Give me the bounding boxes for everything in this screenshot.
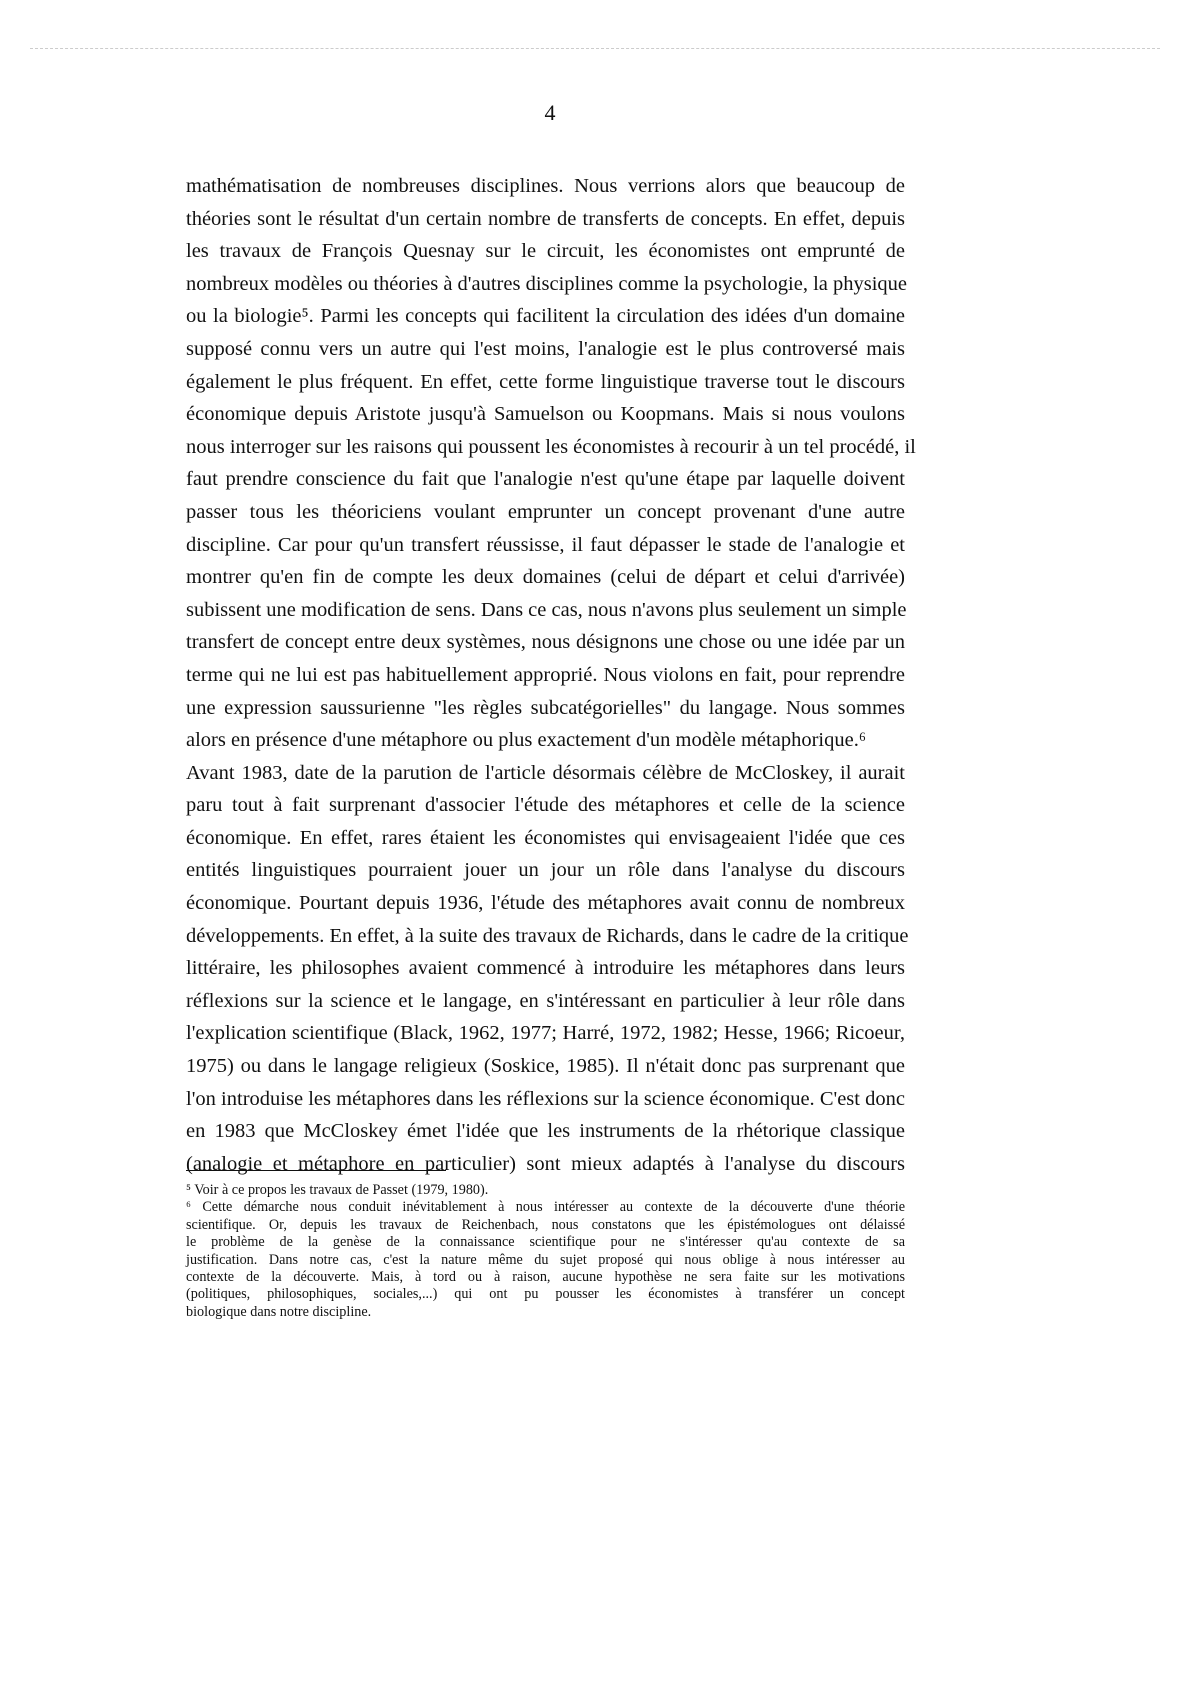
footnote-separator — [186, 1170, 446, 1171]
text-line: économique. En effet, rares étaient les économistes qui envisageaient l'idée que ces — [186, 826, 905, 849]
footnote-line: scientifique. Or, depuis les travaux de Reichenbach, nous constatons que les épistémologues ont délaissé — [186, 1216, 905, 1233]
text-line: Avant 1983, date de la parution de l'article désormais célèbre de McCloskey, il aurait — [186, 761, 905, 784]
text-line: les travaux de François Quesnay sur le circuit, les économistes ont emprunté de — [186, 240, 905, 263]
page-number: 4 — [544, 100, 556, 125]
text-line: terme qui ne lui est pas habituellement approprié. Nous violons en fait, pour reprendre — [186, 663, 905, 686]
text-line: mathématisation de nombreuses disciplines. Nous verrions alors que beaucoup de — [186, 175, 905, 197]
text-line: entités linguistiques pourraient jouer un jour un rôle dans l'analyse du discours — [186, 859, 905, 882]
text-line: paru tout à fait surprenant d'associer l'étude des métaphores et celle de la science — [186, 794, 905, 817]
text-line: nombreux modèles ou théories à d'autres disciplines comme la psychologie, la physique — [186, 272, 908, 295]
text-line: littéraire, les philosophes avaient commencé à introduire les métaphores dans leurs — [186, 957, 905, 980]
scan-edge-line — [30, 48, 1160, 49]
text-line: subissent une modification de sens. Dans ce cas, nous n'avons plus seulement un simple — [186, 598, 907, 621]
footnote-line: (politiques, philosophiques, sociales,...) qui ont pu pousser les économistes à transférer un concept — [186, 1286, 905, 1303]
text-line: alors en présence d'une métaphore ou plus exactement d'un modèle métaphorique.⁶ — [186, 729, 866, 752]
text-line: passer tous les théoriciens voulant emprunter un concept provenant d'une autre — [186, 500, 905, 523]
text-line: faut prendre conscience du fait que l'analogie n'est qu'une étape par laquelle doivent — [186, 468, 905, 491]
text-line: économique depuis Aristote jusqu'à Samuelson ou Koopmans. Mais si nous voulons — [186, 403, 905, 426]
text-line: supposé connu vers un autre qui l'est moins, l'analogie est le plus controversé mais — [186, 337, 905, 360]
text-line: transfert de concept entre deux systèmes, nous désignons une chose ou une idée par un — [186, 631, 905, 654]
footnote-line: biologique dans notre discipline. — [186, 1303, 372, 1320]
text-line: ou la biologie⁵. Parmi les concepts qui facilitent la circulation des idées d'un domaine — [186, 305, 905, 328]
text-line: (analogie et métaphore en particulier) sont mieux adaptés à l'analyse du discours — [186, 1152, 905, 1175]
text-line: montrer qu'en fin de compte les deux domaines (celui de départ et celui d'arrivée) — [186, 566, 905, 589]
footnote-line: le problème de la genèse de la connaissance scientifique pour ne s'intéresser qu'au contexte de sa — [186, 1234, 905, 1251]
text-line: en 1983 que McCloskey émet l'idée que les instruments de la rhétorique classique — [186, 1120, 905, 1143]
text-line: discipline. Car pour qu'un transfert réussisse, il faut dépasser le stade de l'analogie et — [186, 533, 905, 556]
text-line: développements. En effet, à la suite des travaux de Richards, dans le cadre de la critique — [186, 924, 909, 947]
text-line: l'explication scientifique (Black, 1962, 1977; Harré, 1972, 1982; Hesse, 1966; Ricoeur, — [186, 1022, 905, 1045]
text-line: nous interroger sur les raisons qui poussent les économistes à recourir à un tel procédé, il — [186, 435, 916, 458]
footnote-line: contexte de la découverte. Mais, à tord ou à raison, aucune hypothèse ne sera faite sur les motivations — [186, 1268, 905, 1285]
footnote-line: ⁶ Cette démarche nous conduit inévitablement à nous intéresser au contexte de la découverte d'une théorie — [186, 1199, 905, 1216]
footnotes — [186, 1182, 905, 1321]
text-line: réflexions sur la science et le langage, en s'intéressant en particulier à leur rôle dans — [186, 989, 905, 1012]
text-line: une expression saussurienne "les règles subcatégorielles" du langage. Nous sommes — [186, 696, 905, 719]
footnote-line: justification. Dans notre cas, c'est la nature même du sujet proposé qui nous oblige à nous intéresser au — [186, 1251, 905, 1268]
footnote-line: ⁵ Voir à ce propos les travaux de Passet (1979, 1980). — [186, 1182, 489, 1198]
body-text — [186, 170, 916, 1180]
text-line: 1975) ou dans le langage religieux (Soskice, 1985). Il n'était donc pas surprenant que — [186, 1055, 905, 1078]
text-line: économique. Pourtant depuis 1936, l'étude des métaphores avait connu de nombreux — [186, 892, 905, 915]
text-line: théories sont le résultat d'un certain nombre de transferts de concepts. En effet, depuis — [186, 207, 905, 230]
text-line: également le plus fréquent. En effet, cette forme linguistique traverse tout le discours — [186, 370, 905, 393]
text-line: l'on introduise les métaphores dans les réflexions sur la science économique. C'est donc — [186, 1087, 905, 1110]
